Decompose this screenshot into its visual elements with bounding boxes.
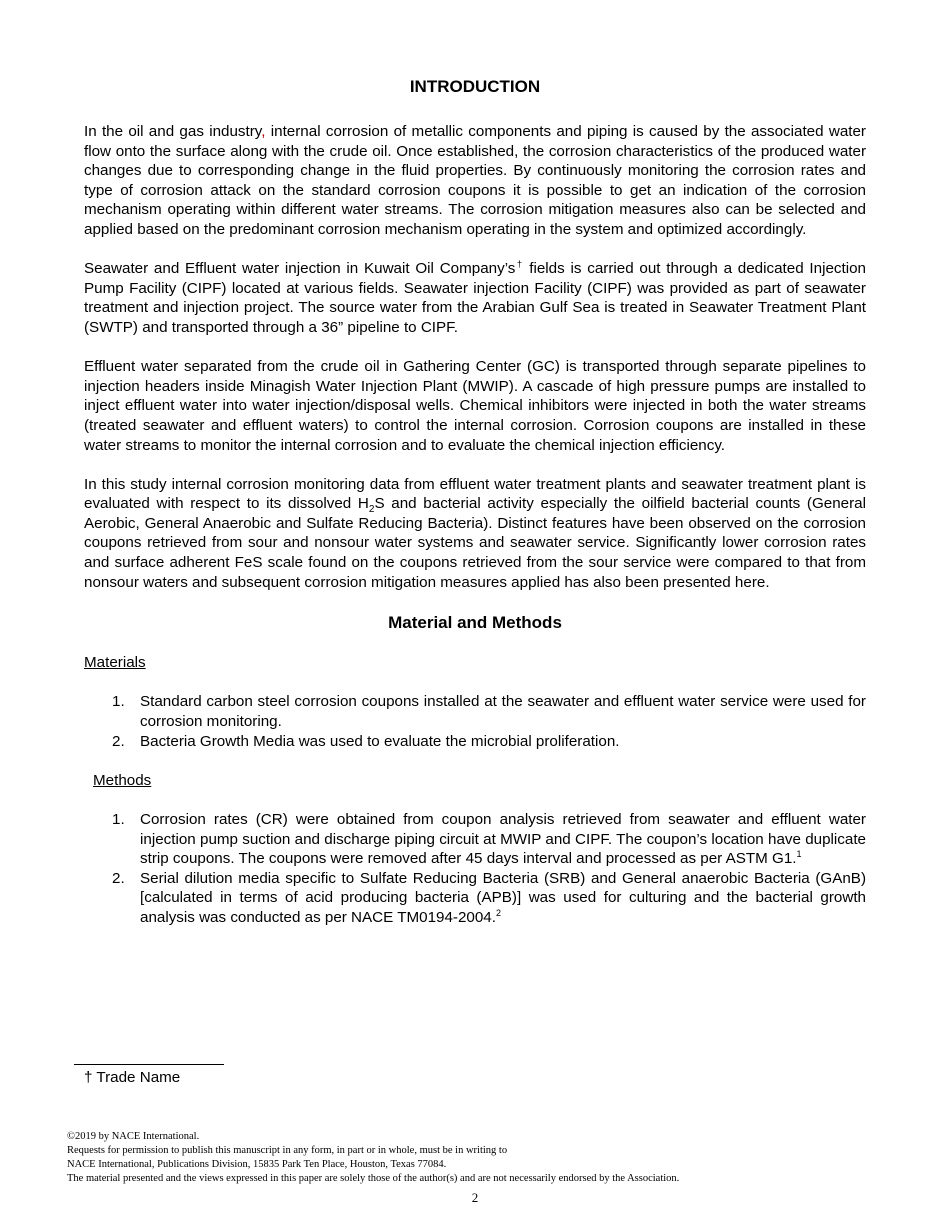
intro-paragraph-4 (84, 475, 866, 593)
intro-paragraph-1 (84, 122, 866, 240)
methods-list-item (84, 810, 866, 869)
copyright-line: ©2019 by NACE International. (67, 1131, 200, 1142)
address-line: NACE International, Publications Division, 15835 Park Ten Place, Houston, Texas 77084. (67, 1159, 447, 1170)
paper-body (84, 76, 866, 928)
methods-list (84, 810, 866, 928)
intro-p4-rest: S and bacterial activity especially the oilfield bacterial counts (General Aerobic, General Anaerobic and Sulfate Reducing Bacteria). Distinct features have been observed on the corrosion coupons retrieved from sour and nonsour water systems and seawater service. Significantly lower corrosion rates and surface adherent FeS scale found on the coupons retrieved from the sour service were compared to that from nonsour waters and subsequent corrosion mitigation measures applied has also been presented here. (84, 495, 866, 591)
intro-paragraph-3: Effluent water separated from the crude oil in Gathering Center (GC) is transported through separate pipelines to injection headers inside Minagish Water Injection Plant (MWIP). A cascade of high pressure pumps are installed to inject effluent water into water injection/disposal wells. Chemical inhibitors were injected in both the water streams (treated seawater and effluent waters) to control the internal corrosion. Corrosion coupons are installed in these water streams to monitor the internal corrosion and to evaluate the chemical injection efficiency. (84, 358, 866, 454)
list-item-text: Corrosion rates (CR) were obtained from coupon analysis retrieved from seawater and effluent water injection pump suction and discharge piping circuit at MWIP and CIPF. The coupon’s location have duplicate strip coupons. The coupons were removed after 45 days interval and processed as per ASTM G1. (140, 811, 866, 868)
footnote-divider (74, 1064, 224, 1065)
intro-paragraph-2 (84, 259, 866, 337)
list-number: 2. (112, 869, 125, 887)
copyright-notice (67, 1130, 887, 1186)
intro-p1-start: In the oil and gas industry (84, 123, 262, 140)
h2s-subscript: 2 (368, 504, 375, 516)
materials-list-item (84, 732, 866, 752)
disclaimer-line: The material presented and the views expressed in this paper are solely those of the author(s) and are not necessarily endorsed by the Association. (67, 1173, 680, 1184)
materials-subheading: Materials (84, 654, 146, 672)
list-item-text: Bacteria Growth Media was used to evaluate the microbial proliferation. (140, 732, 620, 750)
introduction-heading: INTRODUCTION (409, 77, 541, 96)
list-number: 1. (112, 811, 125, 828)
intro-p2-rest: fields is carried out through a dedicated Injection Pump Facility (CIPF) located at various fields. Seawater injection Facility (CIPF) was provided as part of seawater treatment and injection project. The source water from the Arabian Gulf Sea is treated in Seawater Treatment Plant (SWTP) and transported through a 36” pipeline to CIPF. (84, 260, 866, 336)
intro-p1-rest: internal corrosion of metallic components and piping is caused by the associated water flow onto the surface along with the crude oil. Once established, the corrosion characteristics of the produced water changes due to corresponding change in the fluid properties. By continuously monitoring the corrosion rates and type of corrosion attack on the standard corrosion coupons it is possible to get an indication of the corrosion mechanism operating within different water streams. The corrosion mitigation measures also can be selected and applied based on the predominant corrosion mechanism operating in the system and optimized accordingly. (84, 123, 866, 238)
reference-marker: 1 (796, 849, 802, 860)
methods-subheading: Methods (93, 771, 152, 789)
list-number: 2. (112, 732, 125, 750)
list-number: 1. (112, 693, 125, 711)
materials-list (84, 692, 866, 751)
page-number: 2 (471, 1190, 479, 1205)
trade-name-footnote: † Trade Name (84, 1069, 181, 1086)
intro-p1-red-comma: , (261, 123, 266, 140)
dagger-footnote-marker: † (515, 259, 524, 270)
material-methods-heading: Material and Methods (388, 613, 562, 633)
intro-p2-start: Seawater and Effluent water injection in Kuwait Oil Company’s (84, 260, 516, 278)
intro-p4-start: In this study internal corrosion monitoring data from effluent water treatment plants and seawater treatment plant is evaluated with respect to its dissolved H (84, 475, 866, 513)
reference-marker: 2 (495, 907, 501, 918)
permission-line: Requests for permission to publish this manuscript in any form, in part or in whole, must be in writing to (67, 1145, 508, 1156)
list-item-text: Standard carbon steel corrosion coupons installed at the seawater and effluent water service were used for corrosion monitoring. (140, 693, 866, 731)
list-item-text: Serial dilution media specific to Sulfate Reducing Bacteria (SRB) and General anaerobic Bacteria (GAnB) [calculated in terms of acid producing bacteria (APB)] was used for culturing and the bacterial growth analysis was conducted as per NACE TM0194-2004. (140, 869, 866, 926)
methods-list-item (84, 869, 866, 928)
materials-list-item (84, 692, 866, 731)
